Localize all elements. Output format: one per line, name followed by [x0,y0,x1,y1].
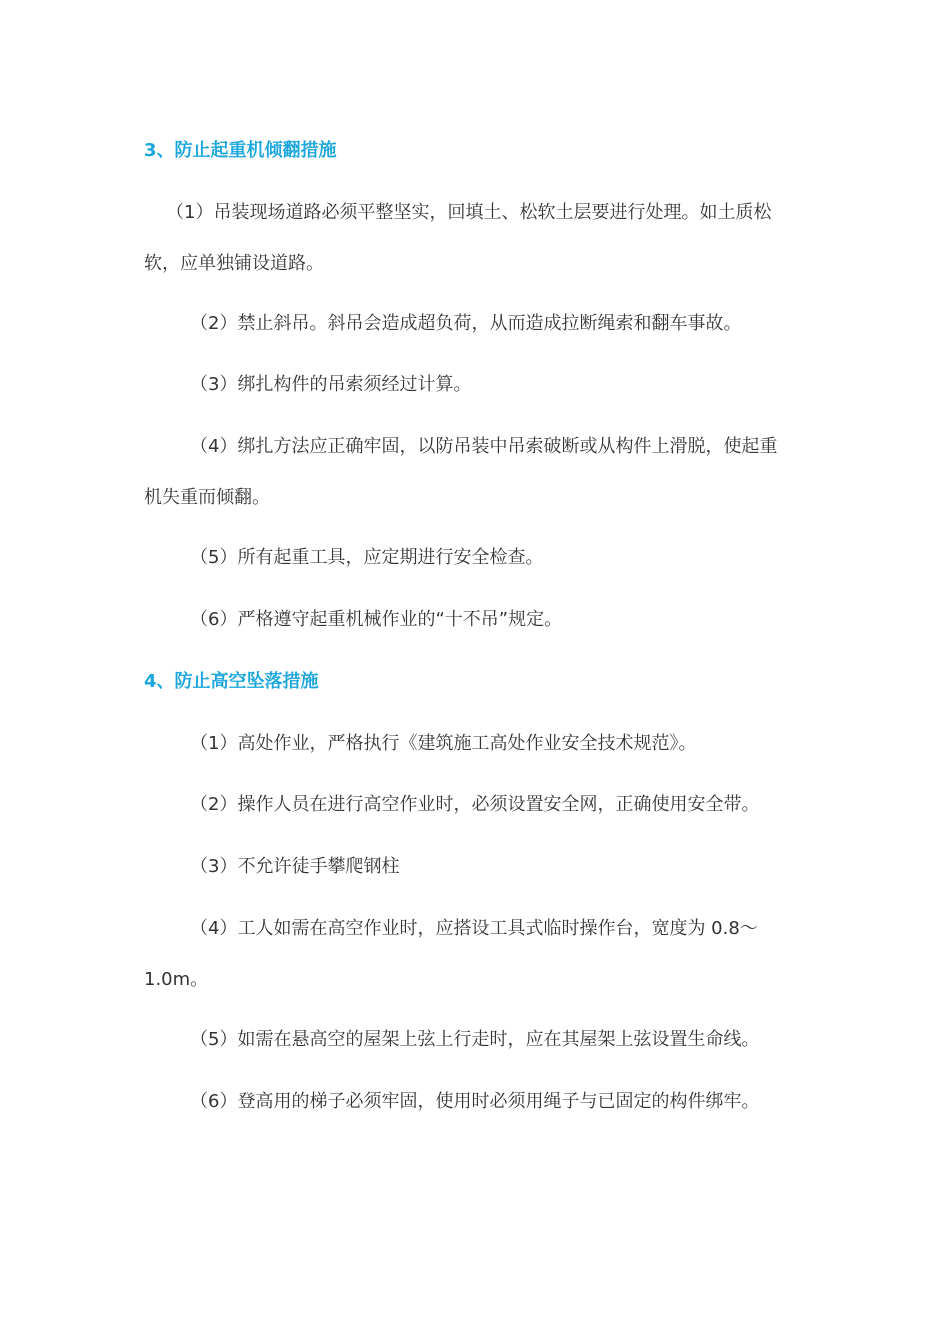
section-4-heading: 4、防止高空坠落措施 [144,671,319,692]
paragraph-line: （6）登高用的梯子必须牢固，使用时必须用绳子与已固定的构件绑牢。 [190,1091,760,1112]
paragraph-line: （5）所有起重工具，应定期进行安全检查。 [190,547,544,568]
section-4-item-6 [144,1090,808,1114]
paragraph-line: （4）工人如需在高空作业时，应搭设工具式临时操作台，宽度为 0.8～ [190,918,758,939]
section-3-item-4 [144,435,808,510]
section-3-heading: 3、防止起重机倾翻措施 [144,140,337,161]
paragraph-line: （1）高处作业，严格执行《建筑施工高处作业安全技术规范》。 [190,733,697,754]
section-3-item-5 [144,546,808,570]
section-4-item-1 [144,732,808,756]
paragraph-line: （2）禁止斜吊。斜吊会造成超负荷，从而造成拉断绳索和翻车事故。 [190,313,742,334]
section-3-item-2 [144,312,808,336]
section-4-item-3 [144,855,808,879]
paragraph-line: （2）操作人员在进行高空作业时，必须设置安全网，正确使用安全带。 [190,794,760,815]
paragraph-line: 机失重而倾翻。 [144,487,270,508]
section-4-item-2 [144,793,808,817]
section-4-item-5 [144,1028,808,1052]
paragraph-line: 软，应单独铺设道路。 [144,253,324,274]
paragraph-line: （6）严格遵守起重机械作业的“十不吊”规定。 [190,609,563,630]
section-3-item-1 [144,201,808,276]
paragraph-line: （4）绑扎方法应正确牢固，以防吊装中吊索破断或从构件上滑脱，使起重 [190,436,778,457]
section-4-item-4 [144,917,808,992]
section-3-item-3 [144,373,808,397]
paragraph-line: （1）吊装现场道路必须平整坚实，回填土、松软土层要进行处理。如土质松 [166,202,772,223]
paragraph-line: 1.0m。 [144,969,209,990]
paragraph-line: （3）不允许徒手攀爬钢柱 [190,856,400,877]
paragraph-line: （3）绑扎构件的吊索须经过计算。 [190,374,472,395]
section-3-item-6 [144,608,808,632]
paragraph-line: （5）如需在悬高空的屋架上弦上行走时，应在其屋架上弦设置生命线。 [190,1029,760,1050]
